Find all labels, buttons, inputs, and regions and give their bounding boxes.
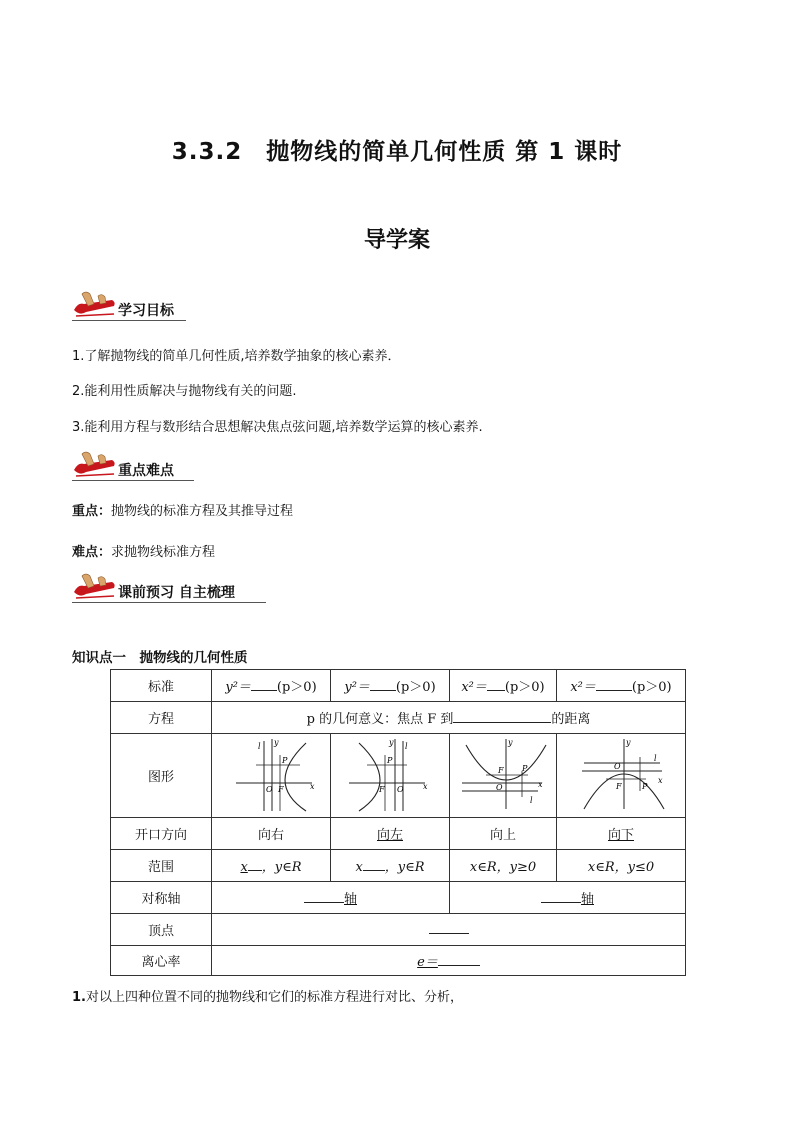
range-cell-1	[212, 850, 331, 882]
row-label-equation: 方程	[111, 702, 212, 734]
answer-blank[interactable]	[251, 678, 277, 691]
key-point-line	[72, 500, 293, 519]
eq3-tail: (p＞0)	[504, 680, 545, 695]
parabola-graph-left	[345, 735, 435, 813]
answer-blank[interactable]	[429, 921, 469, 934]
row-label-standard: 标准	[111, 670, 212, 702]
vertex-cell	[212, 914, 686, 946]
eq1-tail: (p＞0)	[276, 680, 317, 695]
pen-hand-icon	[72, 290, 118, 320]
knowledge-point-title: 知识点一 抛物线的几何性质	[72, 650, 248, 666]
answer-blank[interactable]	[487, 678, 505, 691]
goal-item-1: 1.了解抛物线的简单几何性质,培养数学抽象的核心素养．	[72, 349, 401, 364]
key-label: 重点：	[72, 504, 112, 519]
answer-blank[interactable]	[363, 858, 385, 871]
equation-cell-1	[212, 670, 331, 702]
direction-up: 向上	[450, 818, 557, 850]
label-F: F	[278, 784, 284, 794]
axis-suffix: 轴	[580, 892, 594, 907]
eq4-head: x²＝	[570, 680, 596, 695]
answer-blank[interactable]	[541, 890, 581, 903]
range1-tail: ，y∈R	[261, 860, 302, 875]
label-P: P	[387, 755, 393, 765]
p-meaning-cell	[212, 702, 686, 734]
answer-blank[interactable]	[304, 890, 344, 903]
section-underline	[72, 480, 194, 481]
row-label-eccentricity: 离心率	[111, 946, 212, 976]
parabola-curve	[285, 743, 306, 811]
footer-text: 对以上四种位置不同的抛物线和它们的标准方程进行对比、分析，	[85, 990, 463, 1005]
parabola-graph-up	[458, 735, 548, 813]
eq2-tail: (p＞0)	[395, 680, 436, 695]
row-label-direction: 开口方向	[111, 818, 212, 850]
range-cell-3: x∈R，y≥0	[450, 850, 557, 882]
label-y: y	[626, 737, 631, 747]
label-x: x	[538, 779, 543, 789]
goal-item-3: 3.能利用方程与数形结合思想解决焦点弦问题,培养数学运算的核心素养.	[72, 420, 483, 435]
section-title-goals: 学习目标	[118, 303, 174, 319]
p-meaning-tail: 的距离	[551, 712, 591, 727]
page-subtitle: 导学案	[363, 228, 430, 253]
label-y: y	[389, 737, 394, 747]
eq3-head: x²＝	[461, 680, 487, 695]
footer-number: 1.	[72, 990, 86, 1005]
label-l: l	[258, 741, 261, 751]
label-P: P	[522, 763, 528, 773]
label-y: y	[508, 737, 513, 747]
key-text: 抛物线的标准方程及其推导过程	[111, 504, 294, 519]
label-O: O	[496, 782, 503, 792]
parabola-curve	[359, 743, 380, 811]
label-F: F	[616, 781, 622, 791]
answer-blank[interactable]	[370, 678, 396, 691]
eq2-head: y²＝	[344, 680, 370, 695]
label-P: P	[282, 755, 288, 765]
label-F: F	[498, 765, 504, 775]
answer-blank[interactable]	[438, 953, 480, 966]
eq4-tail: (p＞0)	[631, 680, 672, 695]
label-F: F	[379, 784, 385, 794]
row-label-range: 范围	[111, 850, 212, 882]
range2-tail: ，y∈R	[384, 860, 425, 875]
axis-cell-1	[212, 882, 450, 914]
range-cell-2	[331, 850, 450, 882]
eq1-head: y²＝	[225, 680, 251, 695]
equation-cell-2	[331, 670, 450, 702]
range-cell-4: x∈R，y≤0	[557, 850, 686, 882]
pen-hand-icon	[72, 572, 118, 602]
section-title-preview: 课前预习 自主梳理	[118, 585, 235, 601]
page-title: 3.3.2 抛物线的简单几何性质 第 1 课时	[171, 139, 623, 165]
difficulty-line	[72, 541, 215, 560]
equation-cell-4	[557, 670, 686, 702]
equation-cell-3	[450, 670, 557, 702]
eccentricity-head: e＝	[417, 955, 438, 970]
label-O: O	[397, 784, 404, 794]
row-label-graph: 图形	[111, 734, 212, 818]
section-title-keypoints: 重点难点	[118, 463, 174, 479]
pen-hand-icon	[72, 450, 118, 480]
label-O: O	[266, 784, 273, 794]
section-underline	[72, 602, 266, 603]
parabola-graph-down	[576, 735, 666, 813]
label-P: P	[642, 781, 648, 791]
answer-blank[interactable]	[596, 678, 632, 691]
p-meaning-head: p 的几何意义：焦点 F 到	[306, 712, 454, 727]
label-O: O	[614, 761, 621, 771]
label-x: x	[423, 781, 428, 791]
label-l: l	[530, 795, 533, 805]
parabola-properties-table	[110, 669, 686, 976]
label-y: y	[274, 737, 279, 747]
direction-down: 向下	[557, 818, 686, 850]
difficulty-label: 难点：	[72, 545, 112, 560]
axis-suffix: 轴	[343, 892, 357, 907]
range2-var: x	[355, 860, 363, 875]
row-label-axis: 对称轴	[111, 882, 212, 914]
label-x: x	[658, 775, 663, 785]
difficulty-text: 求抛物线标准方程	[111, 545, 216, 560]
label-l: l	[405, 741, 408, 751]
graph-cell-up	[450, 734, 557, 818]
eccentricity-cell	[212, 946, 686, 976]
answer-blank[interactable]	[248, 858, 262, 871]
parabola-graph-right	[226, 735, 316, 813]
label-x: x	[310, 781, 315, 791]
row-label-vertex: 顶点	[111, 914, 212, 946]
graph-cell-down	[557, 734, 686, 818]
goal-item-2: 2.能利用性质解决与抛物线有关的问题.	[72, 384, 297, 399]
section-underline	[72, 320, 186, 321]
footer-question	[72, 986, 463, 1005]
graph-cell-left	[331, 734, 450, 818]
label-l: l	[654, 753, 657, 763]
axis-cell-2	[450, 882, 686, 914]
graph-cell-right	[212, 734, 331, 818]
answer-blank[interactable]	[453, 710, 551, 723]
direction-left: 向左	[331, 818, 450, 850]
range1-var: x	[240, 860, 248, 875]
direction-right: 向右	[212, 818, 331, 850]
